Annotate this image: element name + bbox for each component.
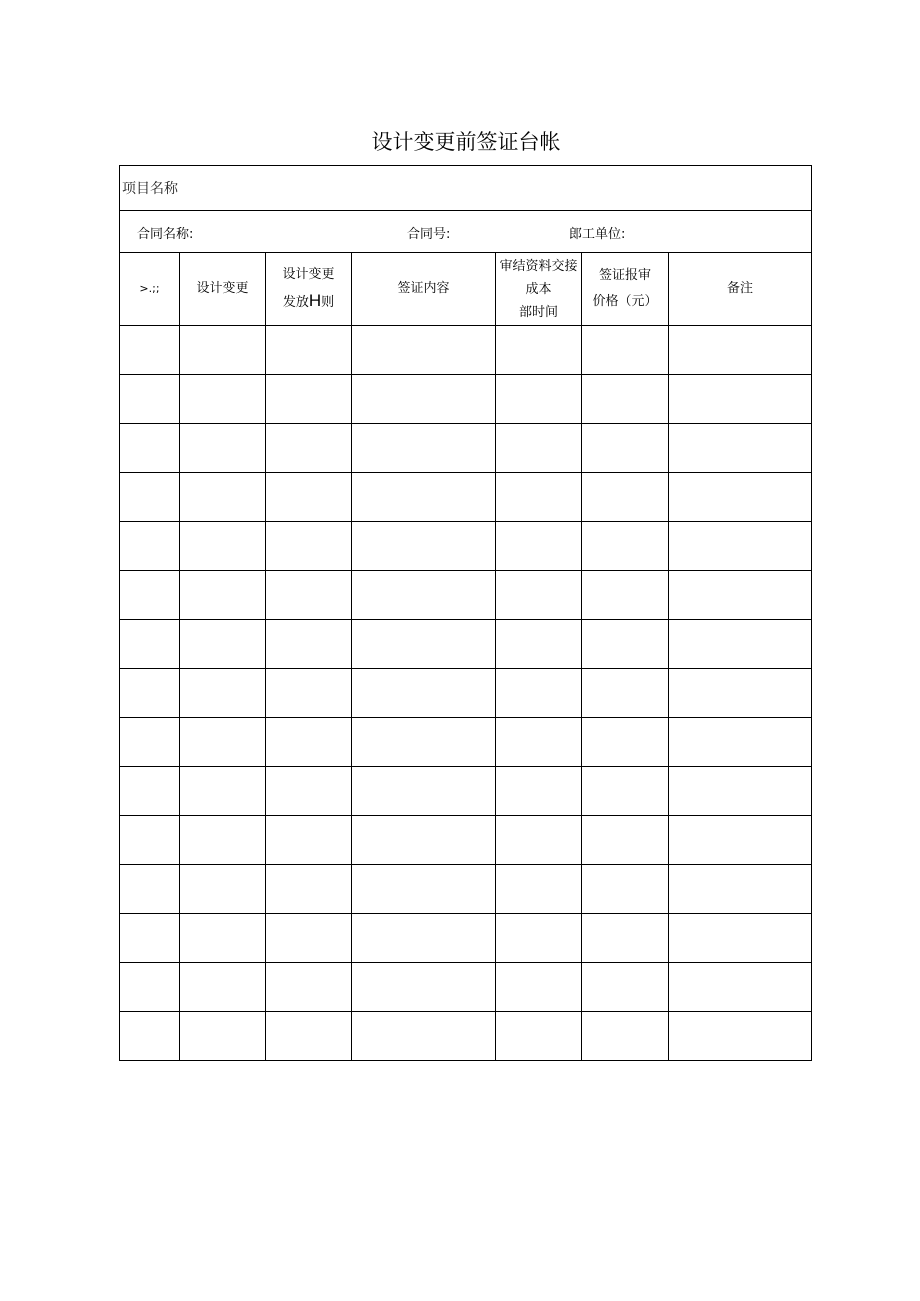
- table-cell[interactable]: [120, 1012, 180, 1061]
- table-cell[interactable]: [496, 718, 582, 767]
- header-handover-line2: 成本: [525, 281, 552, 297]
- table-cell[interactable]: [352, 669, 496, 718]
- table-row: [120, 620, 812, 669]
- table-row: [120, 326, 812, 375]
- table-cell[interactable]: [180, 473, 266, 522]
- table-row: [120, 571, 812, 620]
- table-cell[interactable]: [496, 473, 582, 522]
- table-row: [120, 522, 812, 571]
- table-cell[interactable]: [582, 424, 669, 473]
- table-cell[interactable]: [180, 620, 266, 669]
- table-cell[interactable]: [669, 571, 812, 620]
- table-cell[interactable]: [582, 522, 669, 571]
- table-cell[interactable]: [180, 424, 266, 473]
- table-cell[interactable]: [669, 816, 812, 865]
- table-cell[interactable]: [266, 620, 352, 669]
- table-cell[interactable]: [120, 522, 180, 571]
- table-cell[interactable]: [669, 767, 812, 816]
- header-design-change: 设计变更: [180, 253, 266, 326]
- table-cell[interactable]: [582, 571, 669, 620]
- table-cell[interactable]: [352, 1012, 496, 1061]
- table-cell[interactable]: [582, 473, 669, 522]
- header-visa-content: 签证内容: [352, 253, 496, 326]
- table-cell[interactable]: [120, 865, 180, 914]
- table-row: [120, 865, 812, 914]
- contract-name-label: 合同名称:: [137, 227, 194, 242]
- table-cell[interactable]: [496, 816, 582, 865]
- table-cell[interactable]: [120, 963, 180, 1012]
- table-cell[interactable]: [582, 767, 669, 816]
- table-cell[interactable]: [266, 424, 352, 473]
- table-cell[interactable]: [352, 375, 496, 424]
- table-cell[interactable]: [496, 669, 582, 718]
- table-cell[interactable]: [582, 718, 669, 767]
- table-cell[interactable]: [669, 375, 812, 424]
- table-cell[interactable]: [669, 620, 812, 669]
- table-cell[interactable]: [266, 914, 352, 963]
- table-cell[interactable]: [582, 669, 669, 718]
- table-row: [120, 963, 812, 1012]
- table-cell[interactable]: [120, 767, 180, 816]
- table-cell[interactable]: [266, 963, 352, 1012]
- table-cell[interactable]: [180, 375, 266, 424]
- table-cell[interactable]: [120, 816, 180, 865]
- header-issue-date-line2: 发放H则: [282, 291, 335, 310]
- table-cell[interactable]: [352, 620, 496, 669]
- contract-row: [120, 211, 812, 253]
- header-visa-price-line1: 签证报审: [598, 268, 651, 283]
- table-cell[interactable]: [496, 522, 582, 571]
- table-cell[interactable]: [352, 326, 496, 375]
- table-cell[interactable]: [180, 914, 266, 963]
- table-cell[interactable]: [266, 718, 352, 767]
- table-cell[interactable]: [180, 571, 266, 620]
- table-cell[interactable]: [120, 914, 180, 963]
- table-cell[interactable]: [496, 375, 582, 424]
- table-cell[interactable]: [669, 669, 812, 718]
- project-row: [120, 166, 812, 211]
- table-cell[interactable]: [669, 718, 812, 767]
- header-handover-line1: 审结资料交接: [499, 258, 578, 274]
- table-cell[interactable]: [496, 326, 582, 375]
- header-visa-price: [582, 253, 669, 326]
- table-cell[interactable]: [352, 424, 496, 473]
- table-cell[interactable]: [180, 963, 266, 1012]
- table-cell[interactable]: [582, 620, 669, 669]
- table-cell[interactable]: [352, 963, 496, 1012]
- table-cell[interactable]: [180, 718, 266, 767]
- construction-unit-label: 郎工单位:: [569, 227, 626, 242]
- header-serial: >.;;: [120, 253, 180, 326]
- table-cell[interactable]: [120, 424, 180, 473]
- table-cell[interactable]: [120, 718, 180, 767]
- table-cell[interactable]: [582, 914, 669, 963]
- table-cell[interactable]: [352, 571, 496, 620]
- table-cell[interactable]: [669, 963, 812, 1012]
- table-cell[interactable]: [496, 865, 582, 914]
- table-cell[interactable]: [180, 522, 266, 571]
- table-cell[interactable]: [266, 1012, 352, 1061]
- table-row: [120, 816, 812, 865]
- header-handover-time: [496, 253, 582, 326]
- table-row: [120, 914, 812, 963]
- table-cell[interactable]: [180, 1012, 266, 1061]
- header-visa-price-line2: 价格（元）: [592, 294, 658, 309]
- table-cell[interactable]: [669, 326, 812, 375]
- table-cell[interactable]: [266, 865, 352, 914]
- table-cell[interactable]: [496, 424, 582, 473]
- table-cell[interactable]: [180, 865, 266, 914]
- table-cell[interactable]: [266, 816, 352, 865]
- header-remarks: 备注: [669, 253, 812, 326]
- table-cell[interactable]: [496, 914, 582, 963]
- table-row: [120, 669, 812, 718]
- table-cell[interactable]: [120, 326, 180, 375]
- table-row: [120, 767, 812, 816]
- table-cell[interactable]: [496, 963, 582, 1012]
- table-cell[interactable]: [266, 571, 352, 620]
- table-cell[interactable]: [180, 816, 266, 865]
- ledger-table: [119, 165, 812, 1061]
- table-cell[interactable]: [582, 375, 669, 424]
- header-issue-date-line1: 设计变更: [282, 267, 335, 282]
- table-cell[interactable]: [496, 571, 582, 620]
- table-cell[interactable]: [352, 914, 496, 963]
- table-cell[interactable]: [120, 571, 180, 620]
- project-name-label: 项目名称: [120, 166, 812, 211]
- table-cell[interactable]: [352, 522, 496, 571]
- table-cell[interactable]: [352, 473, 496, 522]
- table-cell[interactable]: [266, 473, 352, 522]
- table-row: [120, 1012, 812, 1061]
- table-cell[interactable]: [352, 767, 496, 816]
- table-cell[interactable]: [669, 424, 812, 473]
- table-cell[interactable]: [496, 620, 582, 669]
- table-cell[interactable]: [669, 914, 812, 963]
- table-cell[interactable]: [582, 963, 669, 1012]
- table-cell[interactable]: [266, 767, 352, 816]
- table-cell[interactable]: [669, 522, 812, 571]
- table-row: [120, 718, 812, 767]
- table-cell[interactable]: [352, 816, 496, 865]
- table-cell[interactable]: [180, 326, 266, 375]
- table-row: [120, 473, 812, 522]
- header-row: [120, 253, 812, 326]
- header-handover-line3: 部时间: [518, 304, 558, 320]
- table-cell[interactable]: [496, 767, 582, 816]
- table-cell[interactable]: [266, 326, 352, 375]
- table-cell[interactable]: [352, 718, 496, 767]
- table-cell[interactable]: [496, 1012, 582, 1061]
- table-cell[interactable]: [352, 865, 496, 914]
- contract-number-label: 合同号:: [407, 227, 451, 242]
- table-cell[interactable]: [120, 473, 180, 522]
- table-cell[interactable]: [582, 1012, 669, 1061]
- table-cell[interactable]: [266, 522, 352, 571]
- table-cell[interactable]: [669, 865, 812, 914]
- table-cell[interactable]: [266, 375, 352, 424]
- contract-cell: [120, 211, 812, 253]
- table-row: [120, 424, 812, 473]
- header-issue-date: [266, 253, 352, 326]
- table-cell[interactable]: [266, 669, 352, 718]
- table-row: [120, 375, 812, 424]
- table-cell[interactable]: [180, 669, 266, 718]
- table-cell[interactable]: [582, 865, 669, 914]
- table-cell[interactable]: [120, 375, 180, 424]
- table-cell[interactable]: [669, 473, 812, 522]
- page-title: 设计变更前签证台帐: [371, 130, 561, 154]
- table-cell[interactable]: [582, 816, 669, 865]
- table-cell[interactable]: [582, 326, 669, 375]
- table-cell[interactable]: [120, 620, 180, 669]
- table-cell[interactable]: [669, 1012, 812, 1061]
- table-cell[interactable]: [180, 767, 266, 816]
- table-cell[interactable]: [120, 669, 180, 718]
